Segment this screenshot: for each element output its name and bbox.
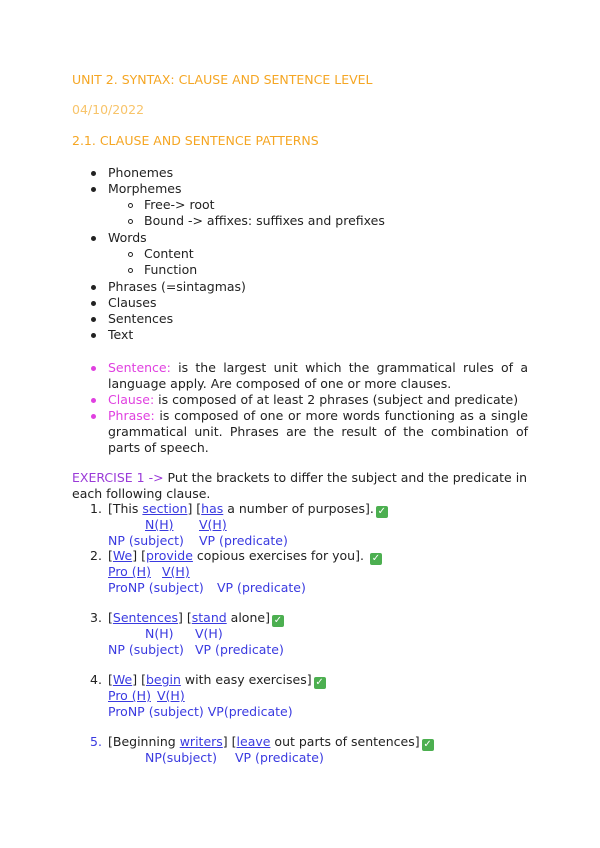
term-sentence: Sentence:: [108, 360, 171, 375]
clause-text: with easy exercises]: [180, 672, 312, 687]
head-word: stand: [191, 610, 227, 625]
phrase-label: NP (subject): [108, 642, 184, 657]
list-item: Bound -> affixes: suffixes and prefixes: [144, 213, 385, 228]
head-word: We: [112, 672, 133, 687]
pos-tag: [157, 688, 185, 703]
phrase-label: VP (predicate): [199, 533, 288, 548]
clause-text: ] [: [132, 548, 146, 563]
pos-tag: [199, 517, 227, 532]
phrase-label: ProNP (subject): [108, 580, 204, 595]
phrase-label: VP (predicate): [235, 750, 324, 765]
list-item: Morphemes: [108, 181, 182, 196]
pos-tag: [145, 517, 174, 532]
definition-text: is composed of one or more words functioning as a single grammatical unit. Phrases are the result of the combination of parts of speech.: [108, 408, 528, 455]
item-number: 2.: [90, 548, 102, 563]
head-word: provide: [145, 548, 193, 563]
exercise-label: EXERCISE 1 ->: [72, 470, 164, 485]
hollow-bullet-icon: [128, 203, 133, 208]
definition-text: is the largest unit which the grammatical rules of a language apply. Are composed of one or more clauses.: [108, 360, 528, 391]
head-word: We: [112, 548, 133, 563]
phrase-label: NP (subject): [108, 533, 184, 548]
clause-text: out parts of sentences]: [270, 734, 420, 749]
head-word: Sentences: [112, 610, 179, 625]
list-item: Function: [144, 262, 198, 277]
bullet-icon: [91, 301, 96, 306]
head-word: has: [201, 501, 224, 516]
bullet-icon: [91, 398, 96, 403]
bullet-icon: [91, 366, 96, 371]
hollow-bullet-icon: [128, 252, 133, 257]
pos-tag: [108, 688, 151, 703]
item-number: 5.: [90, 734, 102, 749]
head-word: writers: [179, 734, 223, 749]
clause-text: [This: [108, 501, 143, 516]
term-phrase: Phrase:: [108, 408, 155, 423]
clause-text: ] [: [178, 610, 192, 625]
check-mark-icon: ✓: [423, 739, 432, 750]
pos-tag: [162, 564, 190, 579]
phrase-label: VP (predicate): [217, 580, 306, 595]
pos-tag: V(H): [195, 626, 223, 641]
tag-pronoun: Pro (H): [108, 688, 151, 703]
bullet-icon: [91, 333, 96, 338]
bullet-icon: [91, 236, 96, 241]
item-clause: [108, 548, 382, 565]
definition-sentence: [108, 360, 528, 392]
clause-text: [: [108, 610, 113, 625]
tag-verb: V(H): [157, 688, 185, 703]
bullet-icon: [91, 317, 96, 322]
bullet-icon: [91, 285, 96, 290]
list-item: Clauses: [108, 295, 157, 310]
item-number: 3.: [90, 610, 102, 625]
phrase-label: NP(subject): [145, 750, 217, 765]
item-clause: [108, 734, 434, 751]
clause-text: [: [108, 548, 113, 563]
definition-phrase: [108, 408, 528, 456]
phrase-label: ProNP (subject) VP(predicate): [108, 704, 293, 719]
clause-text: ] [: [222, 734, 237, 749]
tag-pronoun: Pro (H): [108, 564, 151, 579]
exercise-instruction: [72, 470, 528, 502]
clause-text: ] [: [132, 672, 146, 687]
definition-clause: [108, 392, 528, 408]
item-clause: [108, 501, 388, 518]
unit-title: UNIT 2. SYNTAX: CLAUSE AND SENTENCE LEVEL: [72, 72, 373, 87]
pos-tag: [108, 564, 151, 579]
clause-text: alone]: [226, 610, 270, 625]
check-mark-icon: ✓: [371, 553, 381, 564]
check-mark-icon: ✓: [273, 615, 283, 626]
clause-text: ] [: [187, 501, 202, 516]
pos-tag: N(H): [145, 626, 174, 641]
head-word: section: [142, 501, 188, 516]
term-clause: Clause:: [108, 392, 155, 407]
clause-text: [: [108, 672, 113, 687]
list-item: Content: [144, 246, 194, 261]
tag-verb: V(H): [199, 517, 227, 532]
bullet-icon: [91, 414, 96, 419]
clause-text: [Beginning: [108, 734, 180, 749]
bullet-icon: [91, 187, 96, 192]
section-title: 2.1. CLAUSE AND SENTENCE PATTERNS: [72, 133, 319, 148]
list-item: Text: [108, 327, 134, 342]
date: 04/10/2022: [72, 102, 145, 117]
hollow-bullet-icon: [128, 219, 133, 224]
tag-verb: V(H): [162, 564, 190, 579]
hollow-bullet-icon: [128, 268, 133, 273]
bullet-icon: [91, 171, 96, 176]
clause-text: a number of purposes].: [223, 501, 374, 516]
item-number: 1.: [90, 501, 102, 516]
definition-text: is composed of at least 2 phrases (subject and predicate): [154, 392, 519, 407]
list-item: Phrases (=sintagmas): [108, 279, 246, 294]
list-item: Sentences: [108, 311, 174, 326]
list-item: Free-> root: [144, 197, 215, 212]
item-clause: [108, 672, 326, 689]
tag-noun: N(H): [145, 517, 174, 532]
phrase-label: VP (predicate): [195, 642, 284, 657]
item-clause: [108, 610, 284, 627]
head-word: begin: [145, 672, 181, 687]
list-item: Words: [108, 230, 147, 245]
item-number: 4.: [90, 672, 102, 687]
check-mark-icon: ✓: [377, 506, 386, 517]
check-mark-icon: ✓: [315, 677, 324, 688]
head-word: leave: [236, 734, 271, 749]
clause-text: copious exercises for you].: [192, 548, 364, 563]
list-item: Phonemes: [108, 165, 174, 180]
instruction-text: Put the brackets to differ the subject and the predicate in each following clause.: [72, 470, 528, 501]
